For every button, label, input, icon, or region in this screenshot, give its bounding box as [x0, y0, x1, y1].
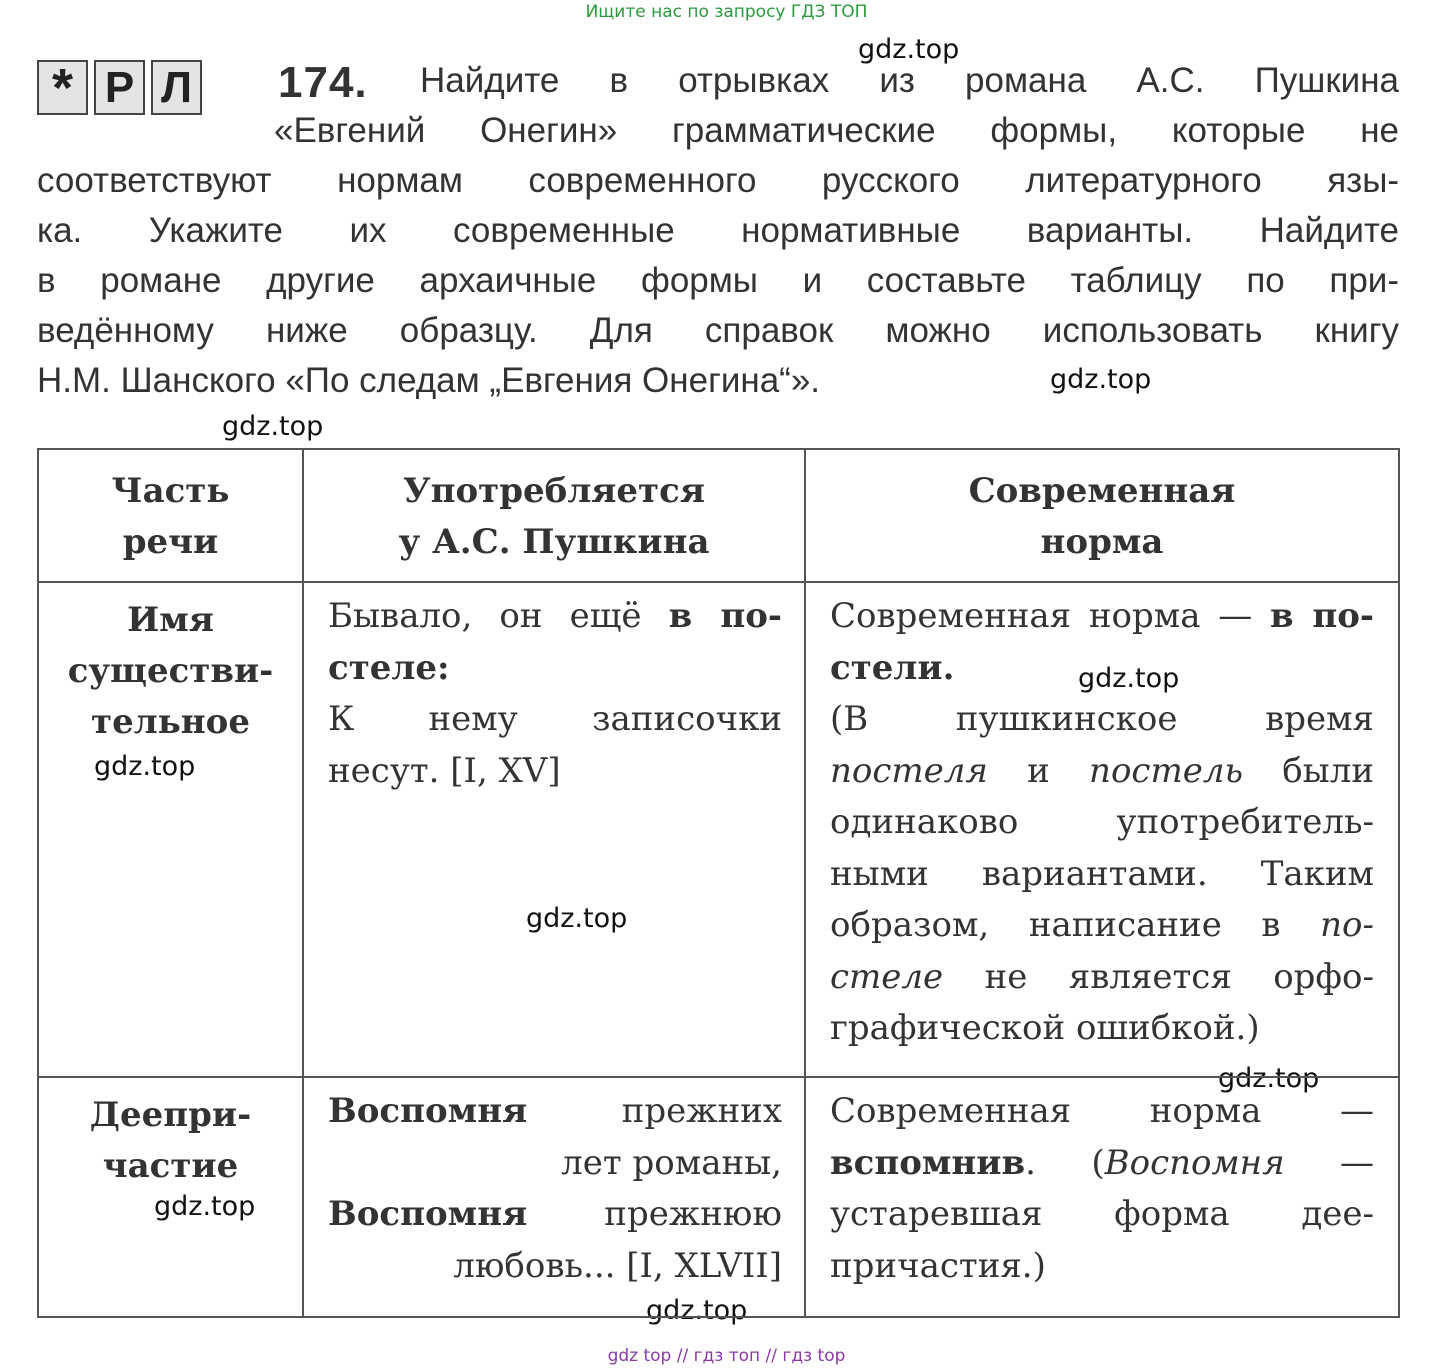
- badge-l: Л: [151, 60, 202, 115]
- cell-line: стеле не является орфо-: [830, 956, 1374, 997]
- cell-line: (В пушкинское время: [830, 699, 1374, 739]
- cell-line: ными вариантами. Таким: [830, 853, 1374, 894]
- cell-line: постеля и постель были: [830, 750, 1374, 791]
- header-line: норма: [1040, 522, 1164, 562]
- bottom-banner: gdz top // гдз топ // гдз top: [607, 1346, 846, 1366]
- header-line: Часть: [111, 471, 230, 511]
- cell-line: вспомнив. (Воспомня —: [830, 1142, 1374, 1183]
- watermark: gdz.top: [526, 903, 628, 934]
- pos-line: частие: [102, 1146, 239, 1186]
- cell-line: Воспомня прежних: [328, 1091, 782, 1131]
- cell-line: образом, написание в по-: [830, 905, 1374, 945]
- task-number: 174.: [278, 58, 368, 107]
- watermark: gdz.top: [94, 751, 196, 782]
- header-modern-norm: [805, 449, 1399, 582]
- task-text-line: соответствуют нормам современного русского литературного язы-: [37, 161, 1399, 200]
- cell-line: стели.: [830, 647, 955, 688]
- task-text-line: ка. Укажите их современные нормативные варианты. Найдите: [37, 211, 1399, 250]
- top-banner: Ищите нас по запросу ГДЗ ТОП: [585, 2, 868, 22]
- header-line: Современная: [968, 471, 1236, 511]
- pushkin-cell: [303, 582, 805, 1077]
- modern-norm-cell: [805, 582, 1399, 1077]
- cell-line: Бывало, он ещё в по-: [328, 596, 782, 636]
- cell-line: любовь... [I, XLVII]: [453, 1245, 782, 1286]
- watermark: gdz.top: [1078, 663, 1180, 694]
- table-row: [38, 582, 1399, 1077]
- pos-line: тельное: [91, 702, 250, 742]
- watermark: gdz.top: [858, 34, 960, 65]
- pushkin-cell: [303, 1077, 805, 1317]
- norms-table: [37, 448, 1400, 1318]
- watermark: gdz.top: [646, 1295, 748, 1326]
- cell-line: Современная норма — в по-: [830, 596, 1374, 636]
- pos-line: Деепри-: [89, 1095, 252, 1135]
- watermark: gdz.top: [1050, 364, 1152, 395]
- cell-line: лет романы,: [561, 1142, 782, 1183]
- part-of-speech-cell: [38, 582, 303, 1077]
- badge-r: Р: [94, 60, 145, 115]
- header-part-of-speech: [38, 449, 303, 582]
- header-line: речи: [122, 522, 219, 562]
- cell-line: одинаково употребитель-: [830, 802, 1374, 842]
- table-row: [38, 1077, 1399, 1317]
- task-text-line: «Евгений Онегин» грамматические формы, которые не: [274, 111, 1399, 150]
- task-text-line: Найдите в отрывках из романа А.С. Пушкина: [420, 61, 1399, 100]
- watermark: gdz.top: [1218, 1063, 1320, 1094]
- header-line: Употребляется: [403, 471, 705, 511]
- task-text-line: ведённому ниже образцу. Для справок можно использовать книгу: [37, 311, 1399, 350]
- watermark: gdz.top: [154, 1191, 256, 1222]
- cell-line: Воспомня прежнюю: [328, 1194, 782, 1234]
- part-of-speech-cell: [38, 1077, 303, 1317]
- header-line: у А.С. Пушкина: [398, 522, 710, 562]
- cell-line: К нему записочки: [328, 699, 782, 739]
- cell-line: устаревшая форма дее-: [830, 1194, 1374, 1234]
- pos-line: существи-: [67, 651, 274, 691]
- task-badges: [37, 57, 202, 118]
- modern-norm-cell: [805, 1077, 1399, 1317]
- cell-line: Современная норма —: [830, 1091, 1374, 1131]
- header-pushkin-usage: [303, 449, 805, 582]
- table-header-row: [38, 449, 1399, 582]
- task-text-line: в романе другие архаичные формы и составьте таблицу по при-: [37, 261, 1399, 300]
- cell-line: несут. [I, XV]: [328, 750, 561, 791]
- cell-line: стеле:: [328, 647, 450, 688]
- star-badge: *: [37, 60, 88, 115]
- task-text-line: Н.М. Шанского «По следам „Евгения Онегина“».: [37, 361, 821, 400]
- cell-line: причастия.): [830, 1245, 1046, 1286]
- pos-line: Имя: [127, 600, 214, 640]
- watermark: gdz.top: [222, 411, 324, 442]
- cell-line: графической ошибкой.): [830, 1008, 1260, 1048]
